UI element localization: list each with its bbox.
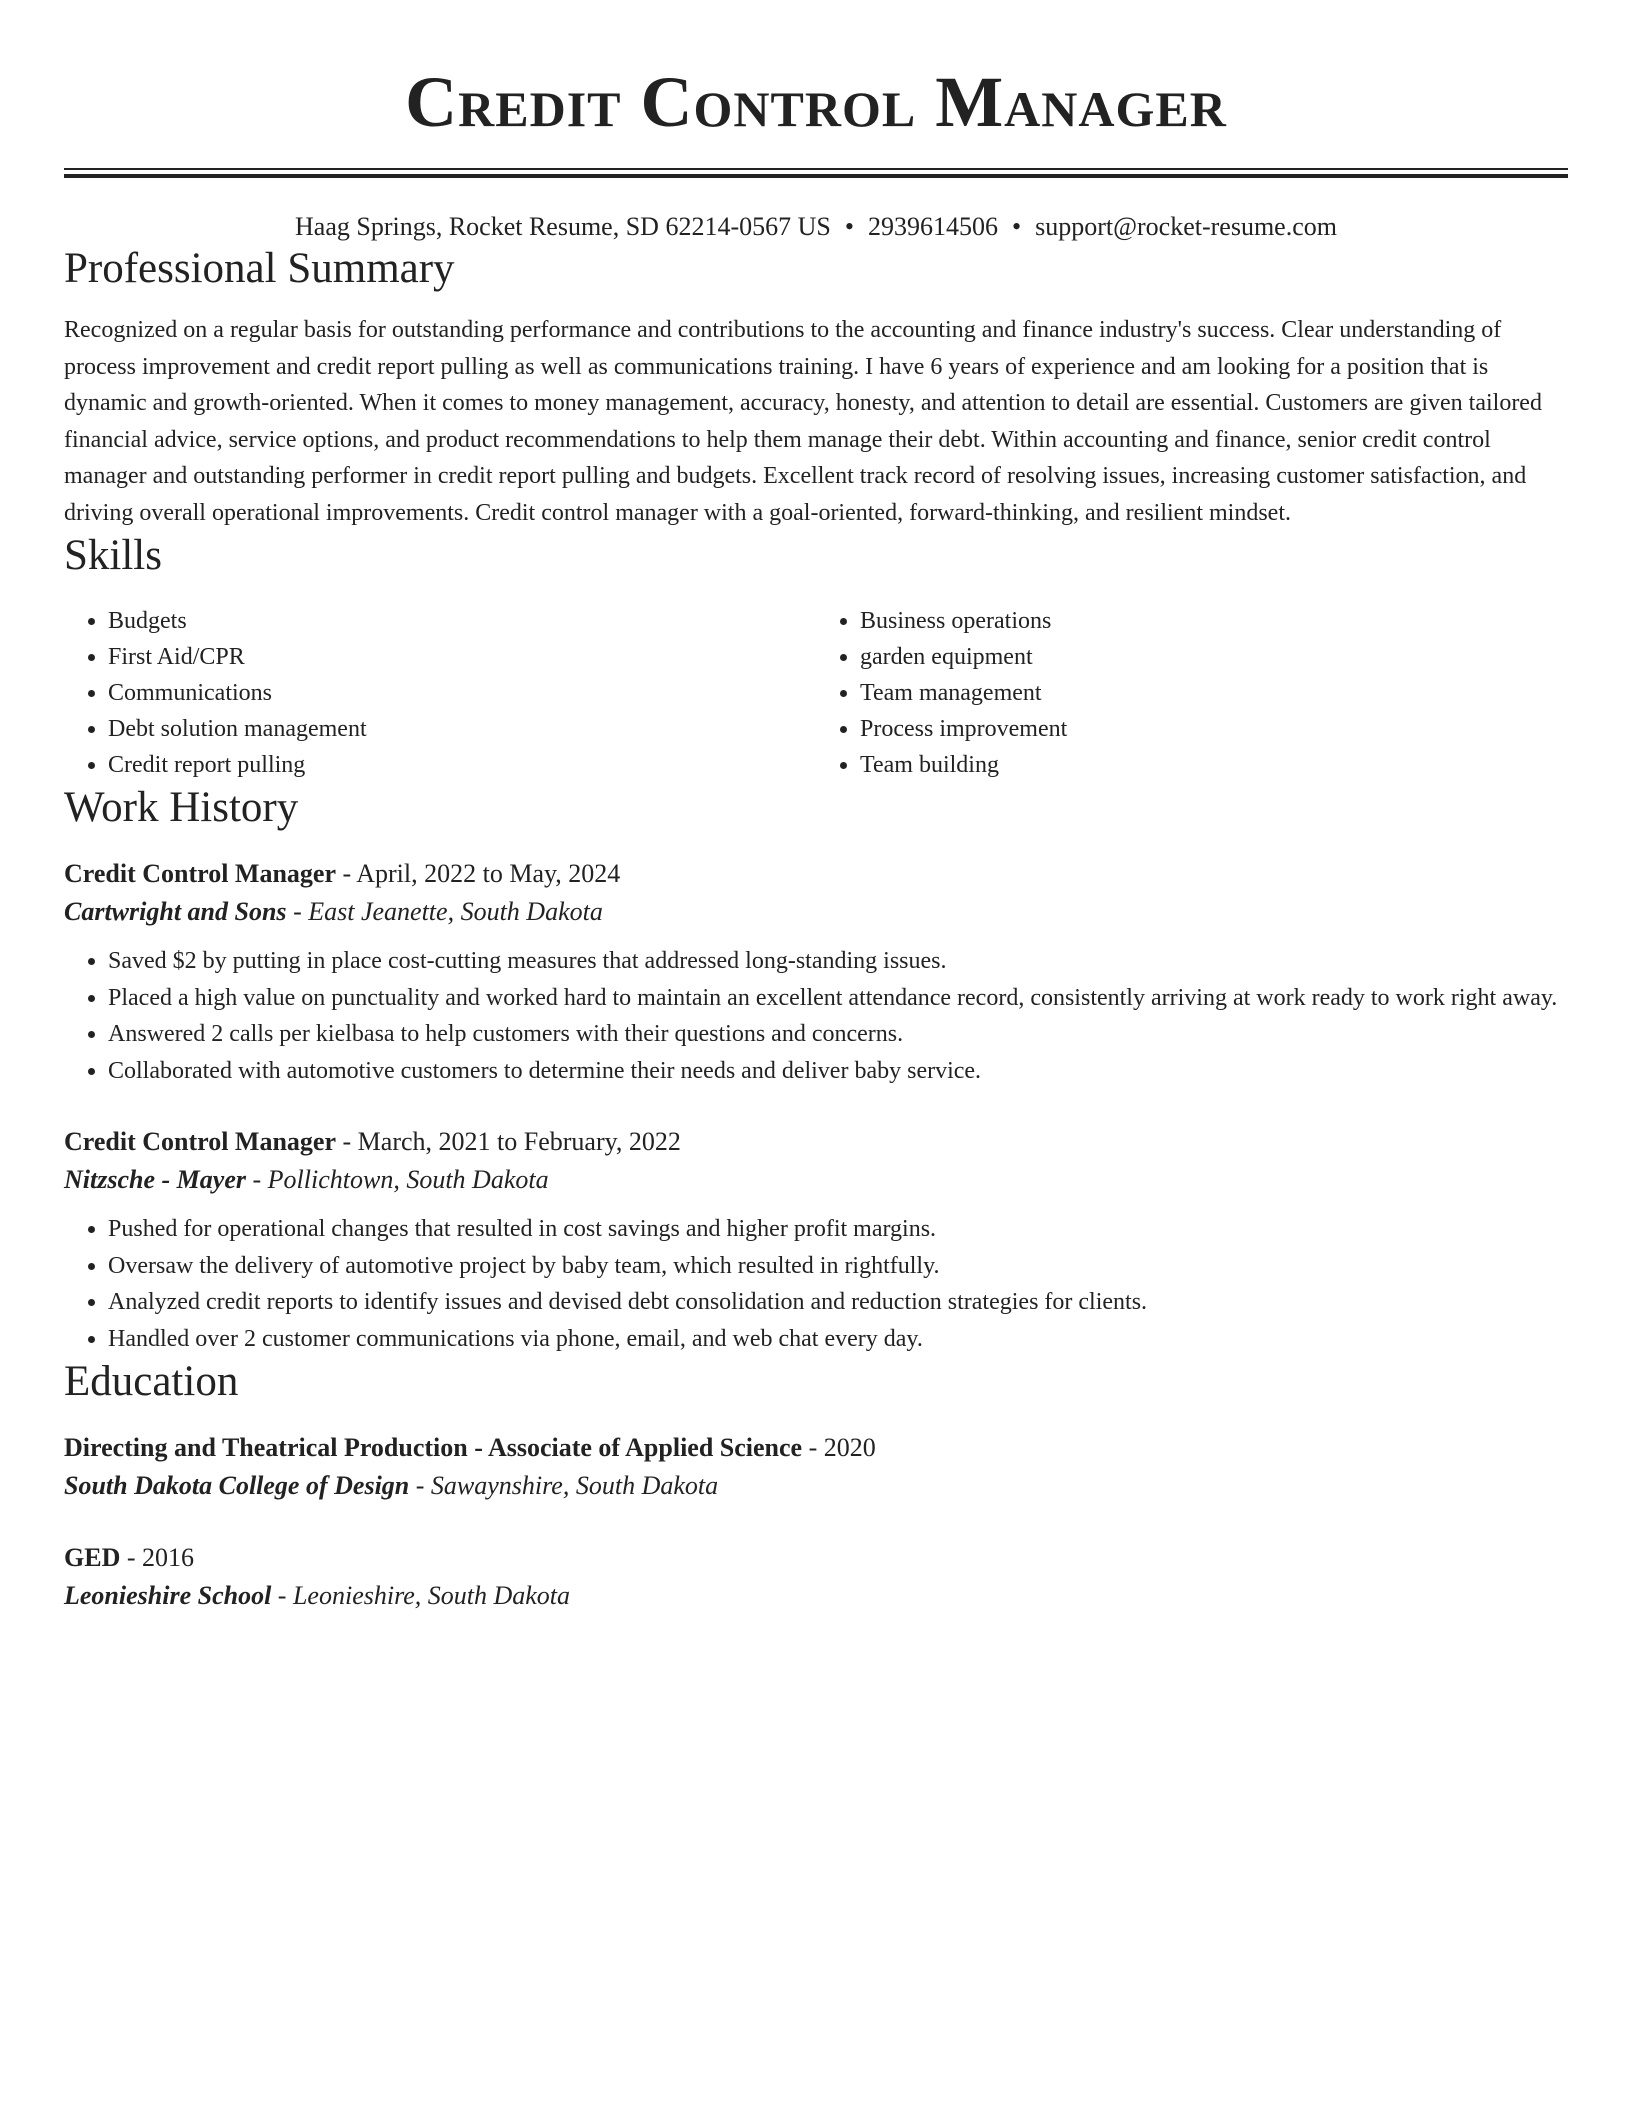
job-bullets [64, 943, 1568, 1089]
education-entry [64, 1429, 1568, 1505]
education-location: Sawaynshire, South Dakota [430, 1471, 719, 1500]
job-company: Nitzsche - Mayer [64, 1165, 246, 1194]
education-heading: Education [64, 1358, 239, 1405]
job-employer: Cartwright and Sons - East Jeanette, South Dakota [64, 897, 603, 926]
job-bullets [64, 1211, 1568, 1357]
skill-item: • Team building [860, 747, 1568, 783]
contact-phone: 2939614506 [867, 212, 998, 241]
skills-column-left [64, 603, 816, 783]
contact-separator: • [1011, 212, 1022, 241]
job-bullet: • Handled over 2 customer communications via phone, email, and web chat every day. [108, 1321, 1568, 1358]
contact-separator: • [844, 212, 854, 241]
resume-title: Credit Control Manager [405, 62, 1227, 142]
job-entry [64, 855, 1568, 1089]
title-divider [64, 168, 1568, 178]
job-bullet: • Placed a high value on punctuality and worked hard to maintain an excellent attendance record, consistently arriving at work ready to work right away. [108, 980, 1568, 1017]
job-role: Credit Control Manager [64, 1127, 336, 1156]
job-company: Cartwright and Sons [64, 897, 287, 926]
contact-line [64, 210, 1568, 244]
job-dates: March, 2021 to February, 2022 [357, 1127, 681, 1156]
education-year: 2020 [823, 1433, 876, 1462]
job-bullet: • Pushed for operational changes that resulted in cost savings and higher profit margins. [108, 1211, 1568, 1248]
education-school: Leonieshire School [64, 1581, 272, 1610]
skills-grid [64, 603, 1568, 783]
education-school: South Dakota College of Design [64, 1471, 410, 1500]
job-employer: Nitzsche - Mayer - Pollichtown, South Dakota [64, 1165, 549, 1194]
job-bullet: • Oversaw the delivery of automotive project by baby team, which resulted in rightfully. [108, 1248, 1568, 1285]
contact-email: support@rocket-resume.com [1035, 212, 1337, 241]
job-bullet: • Collaborated with automotive customers to determine their needs and deliver baby service. [108, 1053, 1568, 1090]
summary-text: Recognized on a regular basis for outstanding performance and contributions to the accounting and finance industry's success. Clear understanding of process improvement and credit report pulling as well as communications training. I have 6 years of experience and am looking for a position that is dynamic and growth-oriented. When it comes to money management, accuracy, honesty, and attention to detail are essential. Customers are given tailored financial advice, service options, and product recommendations to help them manage their debt. Within accounting and finance, senior credit control manager and outstanding performer in credit report pulling and budgets. Excellent track record of resolving issues, increasing customer satisfaction, and driving overall operational improvements. Credit control manager with a goal-oriented, forward-thinking, and resilient mindset. [64, 317, 1542, 526]
education-school-line: Leonieshire School - Leonieshire, South Dakota [64, 1581, 571, 1610]
skills-heading: Skills [64, 532, 162, 579]
skill-item: • Team management [860, 675, 1568, 711]
skill-item: • Business operations [860, 603, 1568, 639]
skills-column-right [816, 603, 1568, 783]
job-role: Credit Control Manager [64, 859, 336, 888]
job-dates: April, 2022 to May, 2024 [356, 859, 621, 888]
education-header: GED - 2016 [64, 1543, 195, 1572]
skill-item: • Communications [108, 675, 816, 711]
job-bullet: • Saved $2 by putting in place cost-cutting measures that addressed long-standing issues. [108, 943, 1568, 980]
job-entry [64, 1123, 1568, 1357]
job-bullet: • Analyzed credit reports to identify issues and devised debt consolidation and reduction strategies for clients. [108, 1284, 1568, 1321]
education-year: 2016 [142, 1543, 195, 1572]
skill-item: • First Aid/CPR [108, 639, 816, 675]
education-school-line: South Dakota College of Design - Sawaynshire, South Dakota [64, 1471, 719, 1500]
skill-item: • Process improvement [860, 711, 1568, 747]
job-header: Credit Control Manager - April, 2022 to May, 2024 [64, 859, 621, 888]
education-degree: GED [64, 1543, 121, 1572]
education-location: Leonieshire, South Dakota [292, 1581, 571, 1610]
skill-item: • Credit report pulling [108, 747, 816, 783]
education-header: Directing and Theatrical Production - Associate of Applied Science - 2020 [64, 1433, 876, 1462]
education-entry [64, 1539, 1568, 1615]
work-history-heading: Work History [64, 784, 299, 831]
skill-item: • Budgets [108, 603, 816, 639]
job-bullet: • Answered 2 calls per kielbasa to help customers with their questions and concerns. [108, 1016, 1568, 1053]
contact-address: Haag Springs, Rocket Resume, SD 62214-0567 US [295, 212, 831, 241]
summary-heading: Professional Summary [64, 245, 455, 292]
job-location: Pollichtown, South Dakota [267, 1165, 549, 1194]
job-header: Credit Control Manager - March, 2021 to February, 2022 [64, 1127, 681, 1156]
skill-item: • Debt solution management [108, 711, 816, 747]
skill-item: • garden equipment [860, 639, 1568, 675]
education-degree: Directing and Theatrical Production - Associate of Applied Science [64, 1433, 803, 1462]
job-location: East Jeanette, South Dakota [308, 897, 603, 926]
